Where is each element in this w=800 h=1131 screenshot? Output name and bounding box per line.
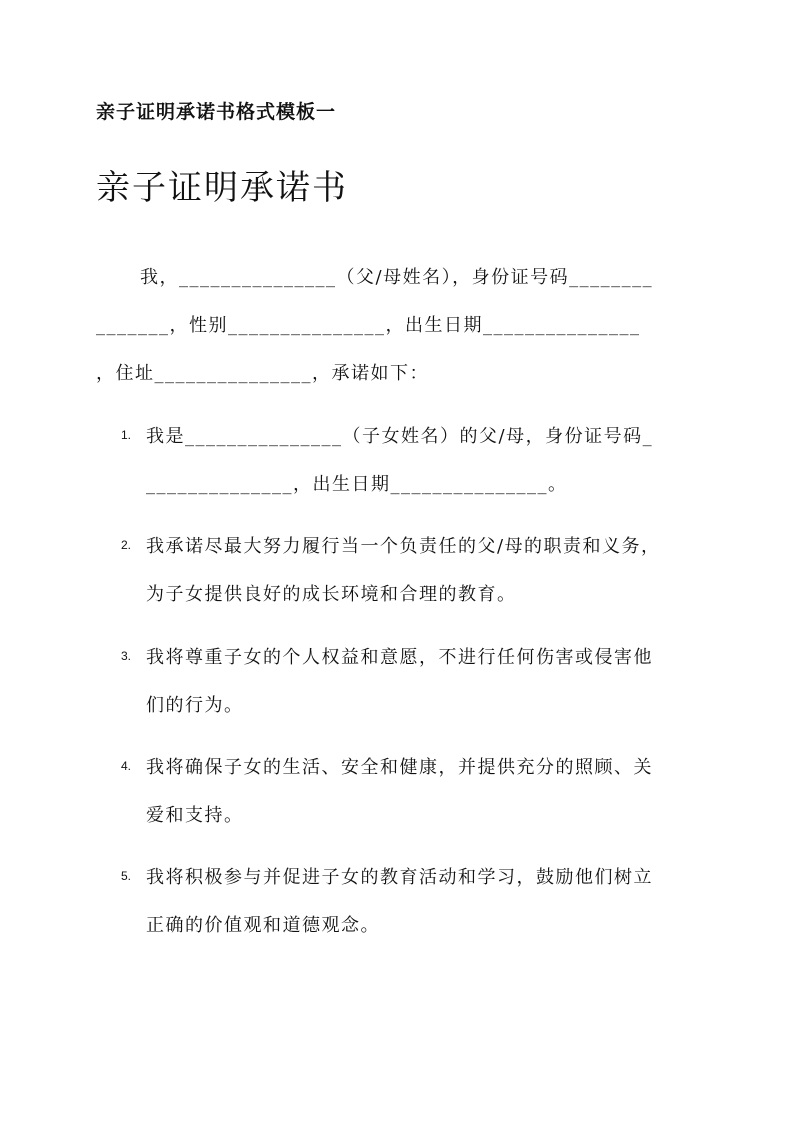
item-text-line: 我承诺尽最大努力履行当一个负责任的父/母的职责和义务， bbox=[146, 536, 661, 557]
item-text-line: 们的行为。 bbox=[146, 695, 244, 716]
document-heading: 亲子证明承诺书格式模板一 bbox=[96, 101, 337, 123]
intro-line-1: 我，_______________（父/母姓名），身份证号码________ bbox=[140, 267, 654, 288]
item-number: 1. bbox=[121, 428, 132, 442]
intro-line-2: _______，性别_______________，出生日期_______________ bbox=[96, 315, 641, 336]
item-text-line: 我将尊重子女的个人权益和意愿，不进行任何伤害或侵害他 bbox=[146, 647, 653, 668]
item-number: 4. bbox=[121, 759, 132, 773]
item-number: 5. bbox=[121, 869, 132, 883]
item-text-line: 我将确保子女的生活、安全和健康，并提供充分的照顾、关 bbox=[146, 757, 653, 778]
item-text-line: ______________，出生日期_______________。 bbox=[146, 474, 568, 495]
item-text-line: 我是_______________（子女姓名）的父/母，身份证号码_ bbox=[146, 426, 654, 447]
intro-line-3: ，住址_______________，承诺如下： bbox=[96, 363, 429, 384]
item-text-line: 为子女提供良好的成长环境和合理的教育。 bbox=[146, 584, 517, 605]
item-text-line: 正确的价值观和道德观念。 bbox=[146, 915, 380, 936]
item-number: 3. bbox=[121, 649, 132, 663]
item-text-line: 爱和支持。 bbox=[146, 805, 244, 826]
document-title: 亲子证明承诺书 bbox=[96, 168, 348, 208]
item-number: 2. bbox=[121, 538, 132, 552]
item-text-line: 我将积极参与并促进子女的教育活动和学习，鼓励他们树立 bbox=[146, 867, 653, 888]
